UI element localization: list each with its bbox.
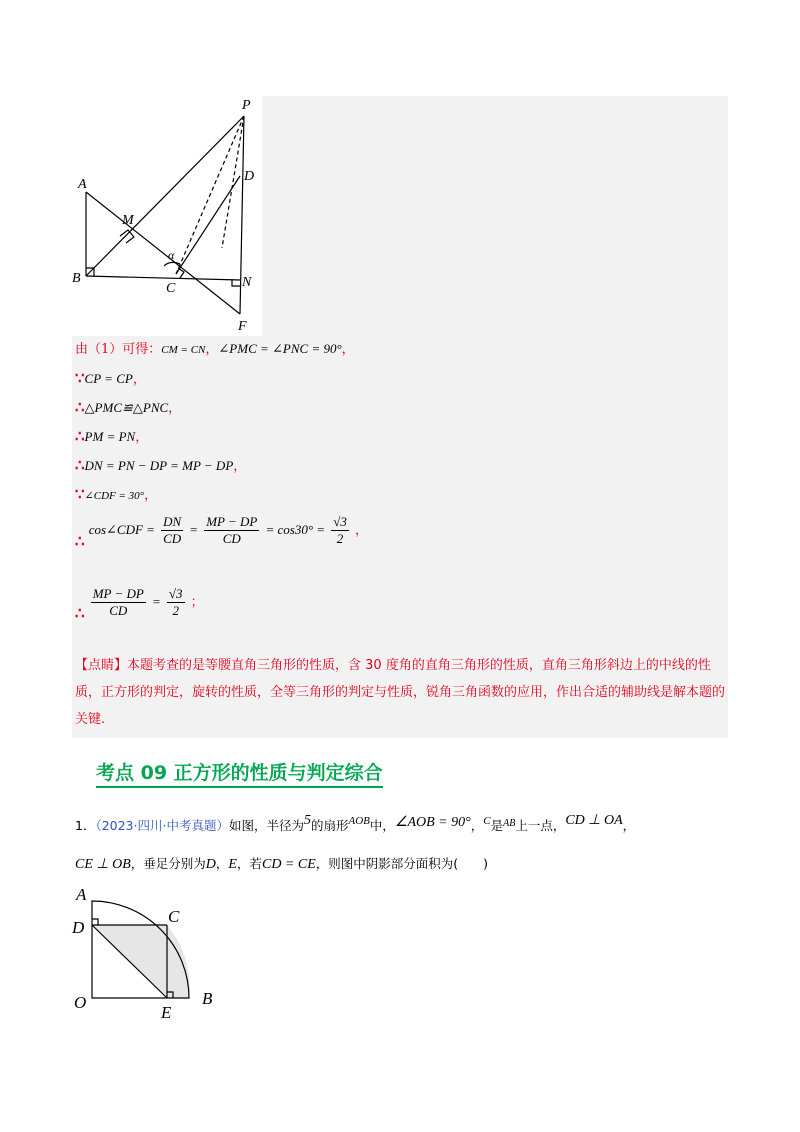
math-cd-perp-oa: CD ⊥ OA: [565, 813, 623, 828]
math-angle-aob: ∠AOB = 90°: [394, 815, 471, 830]
solution-line-1: [75, 338, 355, 357]
label-C: C: [166, 281, 176, 296]
question-text: ，: [622, 818, 636, 833]
fraction-sqrt3-2: $\frac{√3}{2}$: [333, 514, 347, 546]
fraction-dn-cd: $\frac{DN}{CD}$: [163, 514, 182, 546]
tip-label: 【点睛】: [75, 658, 128, 673]
question-text: 如图，半径为: [228, 818, 304, 833]
geometry-figure-2: [70, 880, 230, 1025]
label-N: N: [242, 275, 252, 290]
fraction-mpdp-cd: $\frac{MP - DP}{CD}$: [92, 586, 144, 618]
tip-paragraph: [75, 652, 725, 733]
therefore-symbol: ∴: [75, 456, 85, 474]
math-angle-cdf: ∠CDF = 30°: [84, 490, 145, 502]
geometry-figure-1: [72, 96, 262, 336]
label-A: A: [76, 885, 87, 904]
because-symbol: ∵: [75, 369, 85, 387]
section-title: 考点 09 正方形的性质与判定综合: [96, 758, 383, 788]
solution-line-6: [75, 484, 157, 503]
label-A: A: [78, 177, 87, 192]
question-text: ，若: [236, 856, 262, 871]
sep: ，: [168, 401, 182, 416]
solution-line-8: [75, 586, 204, 622]
because-symbol: ∵: [75, 485, 85, 503]
tip-text: 本题考查的是等腰直角三角形的性质，含 30 度角的直角三角形的性质，直角三角形斜边上的中线的性质，正方形的判定，旋转的性质，全等三角形的判定与性质，锐角三角函数的应用，作出合适的辅助线是解本题的关键.: [75, 658, 726, 727]
sep: ，: [132, 372, 146, 387]
solution-line-2: [75, 368, 146, 387]
label-M: M: [122, 213, 134, 228]
question-text: 中，: [369, 818, 395, 833]
math-pm-pn: PM = PN: [84, 429, 136, 444]
math-eq: =: [189, 522, 199, 537]
math-cd-eq-ce: CD = CE: [261, 857, 316, 872]
math-point-c: C: [483, 815, 491, 827]
sep: ，: [205, 342, 219, 357]
question-text: 上一点，: [515, 818, 566, 833]
label-O: O: [74, 993, 87, 1012]
label-F: F: [238, 319, 247, 334]
math-eq: =: [151, 594, 161, 609]
shaded-region: [92, 925, 190, 998]
math-ce-perp-ob: CE ⊥ OB: [75, 857, 131, 872]
question-line-2: [75, 854, 488, 873]
therefore-symbol: ∴: [75, 398, 85, 416]
solution-line-4: [75, 426, 148, 445]
math-angles: ∠PMC = ∠PNC = 90°: [218, 341, 342, 356]
sep: ，: [135, 430, 149, 445]
label-C: C: [168, 907, 180, 926]
question-text: ，: [470, 818, 484, 833]
solution-line-3: [75, 397, 181, 416]
math-cos30: = cos30° =: [265, 522, 326, 537]
label-E: E: [161, 1003, 172, 1022]
question-text: ，垂足分别为: [130, 856, 206, 871]
sep: ，: [341, 342, 355, 357]
given-prefix: 由（1）可得：: [75, 342, 162, 357]
right-angle-D: [92, 919, 98, 925]
question-text: ，则图中阴影部分面积为( ): [315, 856, 489, 871]
label-P: P: [242, 98, 251, 113]
question-line-1: [75, 813, 636, 835]
math-arc-ab: AB: [503, 818, 516, 829]
therefore-symbol: ∴: [75, 604, 85, 622]
math-sector: AOB: [348, 815, 370, 827]
math-cos-lhs: cos∠CDF =: [88, 522, 155, 537]
label-alpha: α: [168, 248, 175, 262]
math-point-d: D: [205, 857, 216, 872]
therefore-symbol: ∴: [75, 532, 85, 550]
label-D: D: [72, 918, 85, 937]
sep: ，: [144, 488, 158, 503]
label-B: B: [202, 989, 213, 1008]
math-cm-cn: CM = CN: [161, 344, 206, 356]
label-B: B: [72, 271, 81, 286]
question-number: 1．: [75, 818, 96, 833]
question-text: 是: [490, 818, 504, 833]
sep: ；: [190, 595, 204, 610]
solution-line-5: [75, 455, 246, 474]
question-text: 的扇形: [310, 818, 349, 833]
fraction-mpdp-cd: $\frac{MP - DP}{CD}$: [206, 514, 258, 546]
math-cp: CP = CP: [84, 371, 133, 386]
question-source: （2023·四川·中考真题）: [95, 818, 229, 833]
question-text: ，: [215, 856, 229, 871]
fraction-sqrt3-2: $\frac{√3}{2}$: [168, 586, 183, 618]
sep: ，: [233, 459, 247, 474]
therefore-symbol: ∴: [75, 427, 85, 445]
math-dn: DN = PN − DP = MP − DP: [84, 458, 234, 473]
math-congruent: △PMC≌△PNC: [84, 400, 169, 415]
solution-line-7: [75, 514, 368, 550]
math-point-e: E: [228, 857, 237, 872]
math-radius: 5: [303, 813, 311, 828]
sep: ，: [354, 523, 368, 538]
label-D: D: [244, 169, 255, 184]
